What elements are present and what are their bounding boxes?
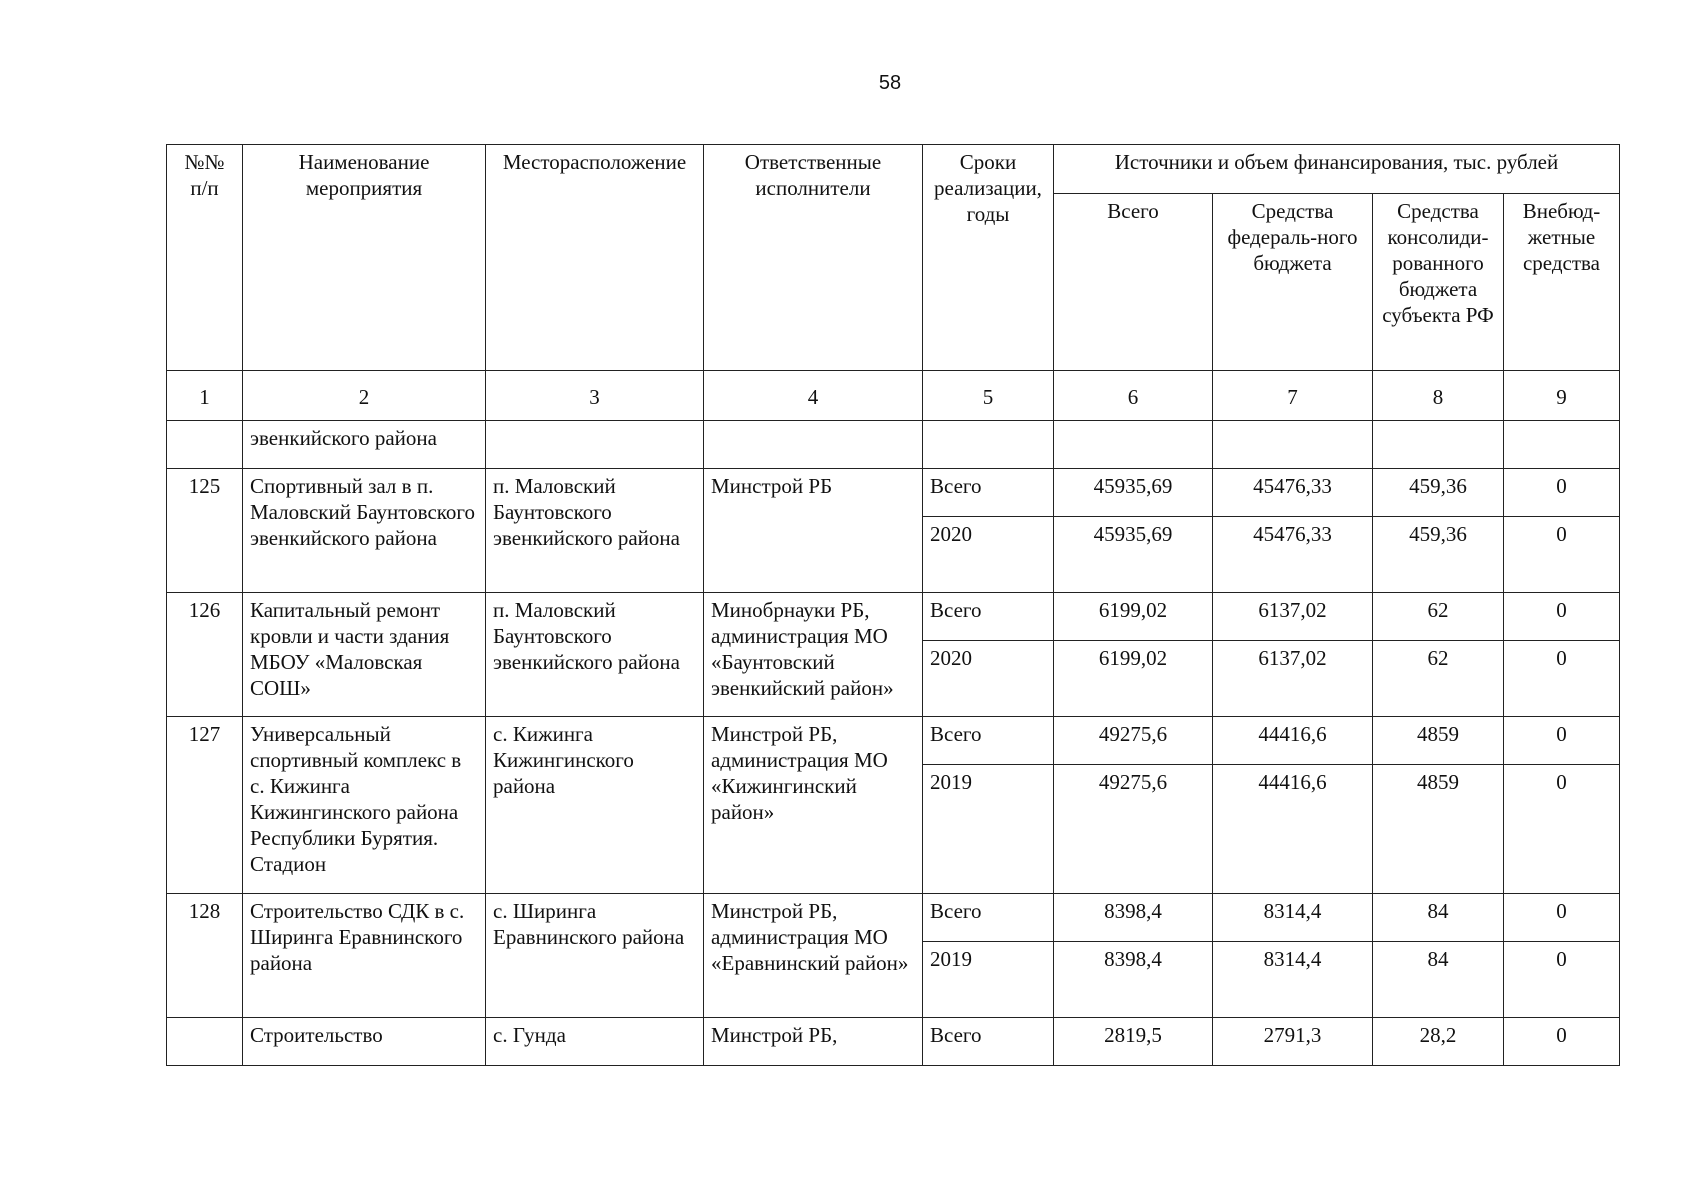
row-location: п. Маловский Баунтовского эвенкийского района: [486, 593, 704, 717]
row-consolidated: 28,2: [1373, 1018, 1504, 1066]
row-responsible: Минстрой РБ, администрация МО «Еравнинский район»: [704, 894, 923, 1018]
row-consolidated: 4859: [1373, 765, 1504, 894]
table-row: [167, 469, 1620, 517]
row-consolidated: 84: [1373, 894, 1504, 942]
row-offbudget: 0: [1504, 717, 1620, 765]
header-financing: Источники и объем финансирования, тыс. рублей: [1054, 145, 1620, 194]
empty-cell: [1054, 421, 1213, 469]
row-responsible: Минстрой РБ,: [704, 1018, 923, 1066]
column-number: 6: [1054, 371, 1213, 421]
row-total: 8398,4: [1054, 942, 1213, 1018]
row-name: Капитальный ремонт кровли и части здания МБОУ «Маловская СОШ»: [243, 593, 486, 717]
header-location: Месторасположение: [486, 145, 704, 371]
row-federal: 45476,33: [1213, 469, 1373, 517]
row-num: 125: [167, 469, 243, 593]
row-responsible: Минстрой РБ: [704, 469, 923, 593]
row-period: Всего: [923, 469, 1054, 517]
row-consolidated: 84: [1373, 942, 1504, 1018]
row-period: 2020: [923, 641, 1054, 717]
row-period: Всего: [923, 894, 1054, 942]
column-number: 2: [243, 371, 486, 421]
table-row: [167, 894, 1620, 942]
row-federal: 44416,6: [1213, 717, 1373, 765]
column-number: 8: [1373, 371, 1504, 421]
header-total: Всего: [1054, 194, 1213, 371]
row-period: 2020: [923, 517, 1054, 593]
row-federal: 44416,6: [1213, 765, 1373, 894]
empty-cell: [1373, 421, 1504, 469]
row-consolidated: 4859: [1373, 717, 1504, 765]
row-location: с. Гунда: [486, 1018, 704, 1066]
continuation-row: [167, 421, 1620, 469]
row-total: 45935,69: [1054, 469, 1213, 517]
row-offbudget: 0: [1504, 765, 1620, 894]
table-row: [167, 1018, 1620, 1066]
row-federal: 2791,3: [1213, 1018, 1373, 1066]
header-name: Наименование мероприятия: [243, 145, 486, 371]
row-location: п. Маловский Баунтовского эвенкийского района: [486, 469, 704, 593]
row-federal: 8314,4: [1213, 942, 1373, 1018]
page-number: 58: [878, 72, 902, 94]
table-row: [167, 717, 1620, 765]
row-total: 2819,5: [1054, 1018, 1213, 1066]
row-consolidated: 62: [1373, 593, 1504, 641]
row-offbudget: 0: [1504, 1018, 1620, 1066]
empty-cell: [1213, 421, 1373, 469]
row-federal: 6137,02: [1213, 641, 1373, 717]
row-period: Всего: [923, 717, 1054, 765]
row-responsible: Минстрой РБ, администрация МО «Кижингинский район»: [704, 717, 923, 894]
header-row-1: [167, 145, 1620, 194]
row-consolidated: 459,36: [1373, 517, 1504, 593]
header-responsible: Ответственные исполнители: [704, 145, 923, 371]
column-numbers-row: [167, 371, 1620, 421]
row-offbudget: 0: [1504, 894, 1620, 942]
column-number: 4: [704, 371, 923, 421]
row-offbudget: 0: [1504, 942, 1620, 1018]
row-num: 127: [167, 717, 243, 894]
empty-cell: [167, 421, 243, 469]
header-consolidated: Средства консолиди-рованного бюджета субъекта РФ: [1373, 194, 1504, 371]
continuation-name: эвенкийского района: [243, 421, 486, 469]
row-num: [167, 1018, 243, 1066]
header-federal: Средства федераль-ного бюджета: [1213, 194, 1373, 371]
column-number: 7: [1213, 371, 1373, 421]
empty-cell: [704, 421, 923, 469]
row-num: 128: [167, 894, 243, 1018]
empty-cell: [486, 421, 704, 469]
row-name: Спортивный зал в п. Маловский Баунтовского эвенкийского района: [243, 469, 486, 593]
row-federal: 8314,4: [1213, 894, 1373, 942]
row-name: Универсальный спортивный комплекс в с. Кижинга Кижингинского района Республики Бурятия. Стадион: [243, 717, 486, 894]
header-period: Сроки реализации, годы: [923, 145, 1054, 371]
header-offbudget: Внебюд-жетные средства: [1504, 194, 1620, 371]
header-num: №№ п/п: [167, 145, 243, 371]
column-number: 9: [1504, 371, 1620, 421]
row-total: 49275,6: [1054, 765, 1213, 894]
row-total: 45935,69: [1054, 517, 1213, 593]
row-total: 8398,4: [1054, 894, 1213, 942]
row-name: Строительство СДК в с. Ширинга Еравнинского района: [243, 894, 486, 1018]
row-federal: 45476,33: [1213, 517, 1373, 593]
row-period: Всего: [923, 1018, 1054, 1066]
row-name: Строительство: [243, 1018, 486, 1066]
empty-cell: [1504, 421, 1620, 469]
row-period: 2019: [923, 942, 1054, 1018]
column-number: 5: [923, 371, 1054, 421]
row-offbudget: 0: [1504, 593, 1620, 641]
row-offbudget: 0: [1504, 641, 1620, 717]
row-consolidated: 459,36: [1373, 469, 1504, 517]
empty-cell: [923, 421, 1054, 469]
row-location: с. Ширинга Еравнинского района: [486, 894, 704, 1018]
row-offbudget: 0: [1504, 469, 1620, 517]
column-number: 3: [486, 371, 704, 421]
row-location: с. Кижинга Кижингинского района: [486, 717, 704, 894]
row-total: 6199,02: [1054, 593, 1213, 641]
row-federal: 6137,02: [1213, 593, 1373, 641]
row-num: 126: [167, 593, 243, 717]
financing-table: [166, 144, 1620, 1066]
row-period: Всего: [923, 593, 1054, 641]
row-total: 49275,6: [1054, 717, 1213, 765]
row-offbudget: 0: [1504, 517, 1620, 593]
row-responsible: Минобрнауки РБ, администрация МО «Баунтовский эвенкийский район»: [704, 593, 923, 717]
row-total: 6199,02: [1054, 641, 1213, 717]
table-row: [167, 593, 1620, 641]
row-period: 2019: [923, 765, 1054, 894]
column-number: 1: [167, 371, 243, 421]
row-consolidated: 62: [1373, 641, 1504, 717]
